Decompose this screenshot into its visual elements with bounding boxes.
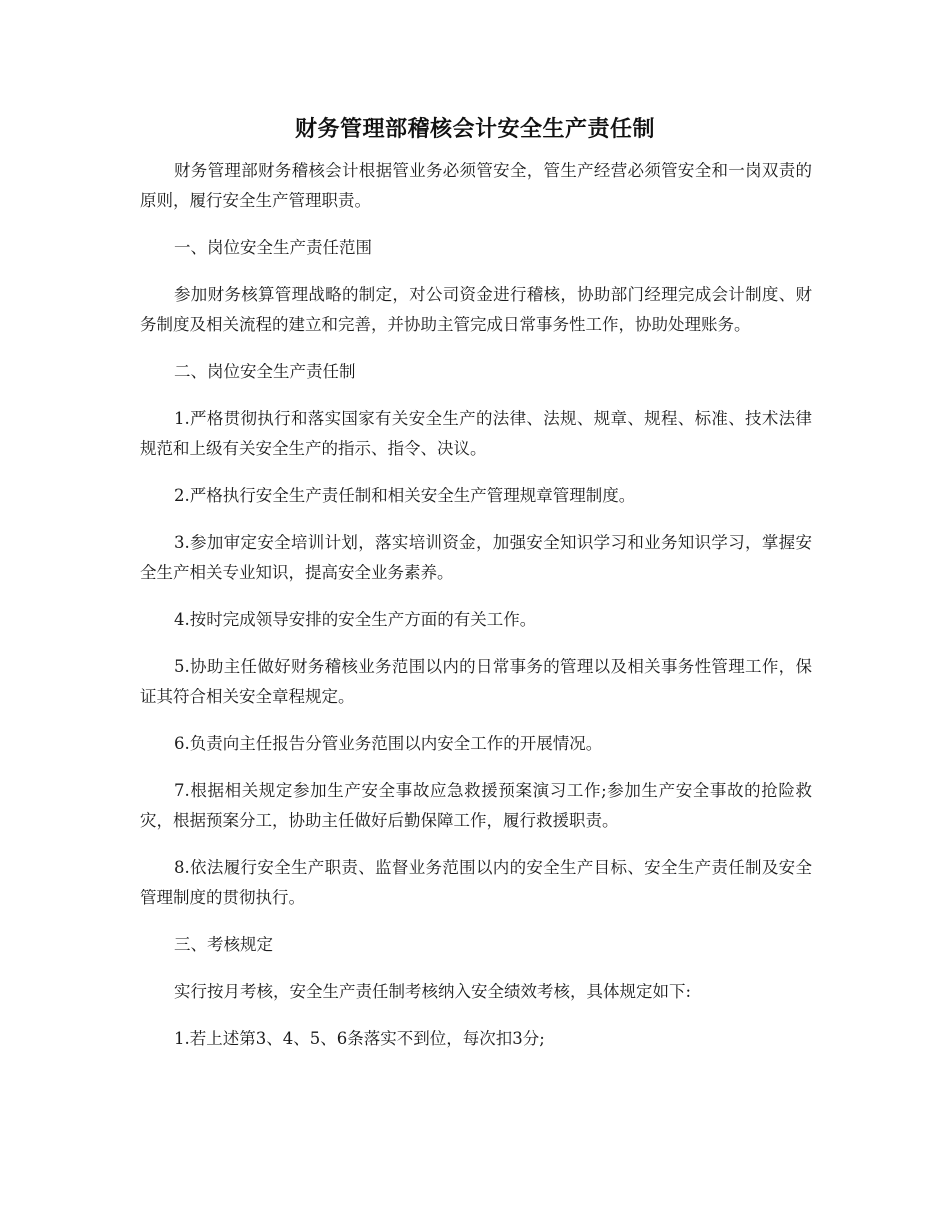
list-item-7: 7.根据相关规定参加生产安全事故应急救援预案演习工作;参加生产安全事故的抢险救灾，根据预案分工，协助主任做好后勤保障工作，履行救援职责。 [140, 781, 812, 830]
list-item-2: 2.严格执行安全生产责任制和相关安全生产管理规章管理制度。 [174, 486, 636, 505]
paragraph-scope: 参加财务核算管理战略的制定，对公司资金进行稽核，协助部门经理完成会计制度、财务制度及相关流程的建立和完善，并协助主管完成日常事务性工作，协助处理账务。 [140, 285, 812, 334]
section-heading-1: 一、岗位安全生产责任范围 [174, 238, 372, 257]
list-item-6: 6.负责向主任报告分管业务范围以内安全工作的开展情况。 [174, 734, 603, 753]
section-heading-2: 二、岗位安全生产责任制 [174, 362, 356, 381]
list-item-1: 1.严格贯彻执行和落实国家有关安全生产的法律、法规、规章、规程、标准、技术法律规范和上级有关安全生产的指示、指令、决议。 [140, 409, 812, 458]
document-title: 财务管理部稽核会计安全生产责任制 [294, 116, 655, 142]
list-item-4: 4.按时完成领导安排的安全生产方面的有关工作。 [174, 610, 537, 629]
list-item-3: 3.参加审定安全培训计划，落实培训资金，加强安全知识学习和业务知识学习，掌握安全生产相关专业知识，提高安全业务素养。 [140, 533, 812, 582]
section-heading-3: 三、考核规定 [174, 935, 273, 954]
list-item-8: 8.依法履行安全生产职责、监督业务范围以内的安全生产目标、安全生产责任制及安全管理制度的贯彻执行。 [140, 858, 812, 907]
paragraph-assessment: 实行按月考核，安全生产责任制考核纳入安全绩效考核，具体规定如下: [174, 982, 692, 1001]
assessment-item-1: 1.若上述第3、4、5、6条落实不到位，每次扣3分; [174, 1029, 545, 1048]
paragraph-intro: 财务管理部财务稽核会计根据管业务必须管安全，管生产经营必须管安全和一岗双责的原则，履行安全生产管理职责。 [140, 161, 812, 210]
list-item-5: 5.协助主任做好财务稽核业务范围以内的日常事务的管理以及相关事务性管理工作，保证其符合相关安全章程规定。 [140, 657, 812, 706]
document-body [140, 156, 812, 1071]
